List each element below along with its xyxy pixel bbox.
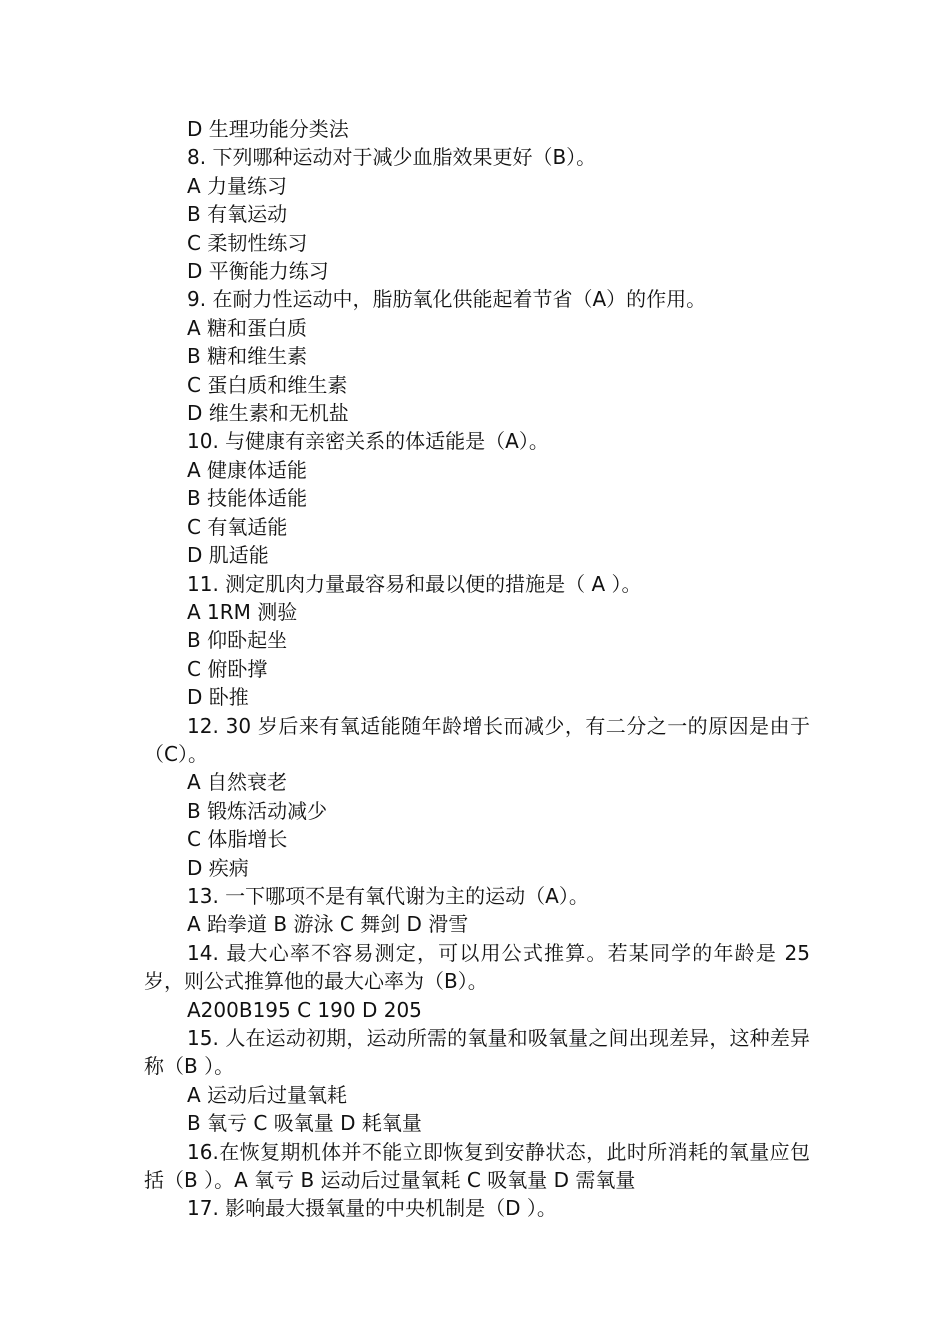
question-9: 9. 在耐力性运动中，脂肪氧化供能起着节省（A）的作用。 (187, 287, 707, 312)
question-15: 15. 人在运动初期，运动所需的氧量和吸氧量之间出现差异，这种差异称（B ）。 (144, 1026, 810, 1079)
option-c-q12: C 体脂增长 (187, 827, 288, 852)
option-d-q7: D 生理功能分类法 (187, 117, 349, 141)
option-a-q8: A 力量练习 (187, 173, 288, 198)
question-14: 14. 最大心率不容易测定，可以用公式推算。若某同学的年龄是 25 岁，则公式推算他的最大心率为（B）。 (144, 940, 810, 994)
question-16: 16.在恢复期机体并不能立即恢复到安静状态，此时所消耗的氧量应包括（B ）。A 氧亏 B 运动后过量氧耗 C 吸氧量 D 需氧量 (144, 1139, 810, 1193)
document-body (144, 115, 810, 1223)
question-12: 12. 30 岁后来有氧适能随年龄增长而减少，有二分之一的原因是由于（C）。 (144, 713, 810, 766)
question-10: 10. 与健康有亲密关系的体适能是（A）。 (187, 429, 549, 454)
option-b-q8: B 有氧运动 (187, 202, 288, 227)
option-d-q9: D 维生素和无机盐 (187, 401, 349, 426)
option-d-q12: D 疾病 (187, 855, 249, 880)
option-d-q11: D 卧推 (187, 685, 249, 710)
question-13: 13. 一下哪项不是有氧代谢为主的运动（A）。 (187, 883, 589, 908)
options-q13: A 跆拳道 B 游泳 C 舞剑 D 滑雪 (187, 912, 469, 937)
option-b-q10: B 技能体适能 (187, 486, 308, 511)
option-d-q10: D 肌适能 (187, 543, 269, 568)
option-c-q11: C 俯卧撑 (187, 656, 268, 681)
option-c-q10: C 有氧适能 (187, 514, 288, 539)
option-c-q8: C 柔韧性练习 (187, 230, 308, 255)
option-a-q15: A 运动后过量氧耗 (187, 1082, 348, 1107)
question-17: 17. 影响最大摄氧量的中央机制是（D ）。 (187, 1196, 557, 1221)
option-a-q11: A 1RM 测验 (187, 599, 298, 624)
options-bcd-q15: B 氧亏 C 吸氧量 D 耗氧量 (187, 1111, 422, 1136)
option-b-q11: B 仰卧起坐 (187, 628, 288, 653)
option-b-q12: B 锻炼活动减少 (187, 798, 328, 823)
option-d-q8: D 平衡能力练习 (187, 259, 329, 284)
question-11: 11. 测定肌肉力量最容易和最以便的措施是（ A ）。 (187, 571, 642, 596)
question-8: 8. 下列哪种运动对于减少血脂效果更好（B）。 (187, 145, 597, 170)
option-a-q12: A 自然衰老 (187, 770, 288, 795)
options-q14: A200B195 C 190 D 205 (187, 997, 422, 1022)
option-b-q9: B 糖和维生素 (187, 344, 308, 369)
option-a-q9: A 糖和蛋白质 (187, 315, 308, 340)
option-c-q9: C 蛋白质和维生素 (187, 372, 348, 397)
option-a-q10: A 健康体适能 (187, 457, 308, 482)
